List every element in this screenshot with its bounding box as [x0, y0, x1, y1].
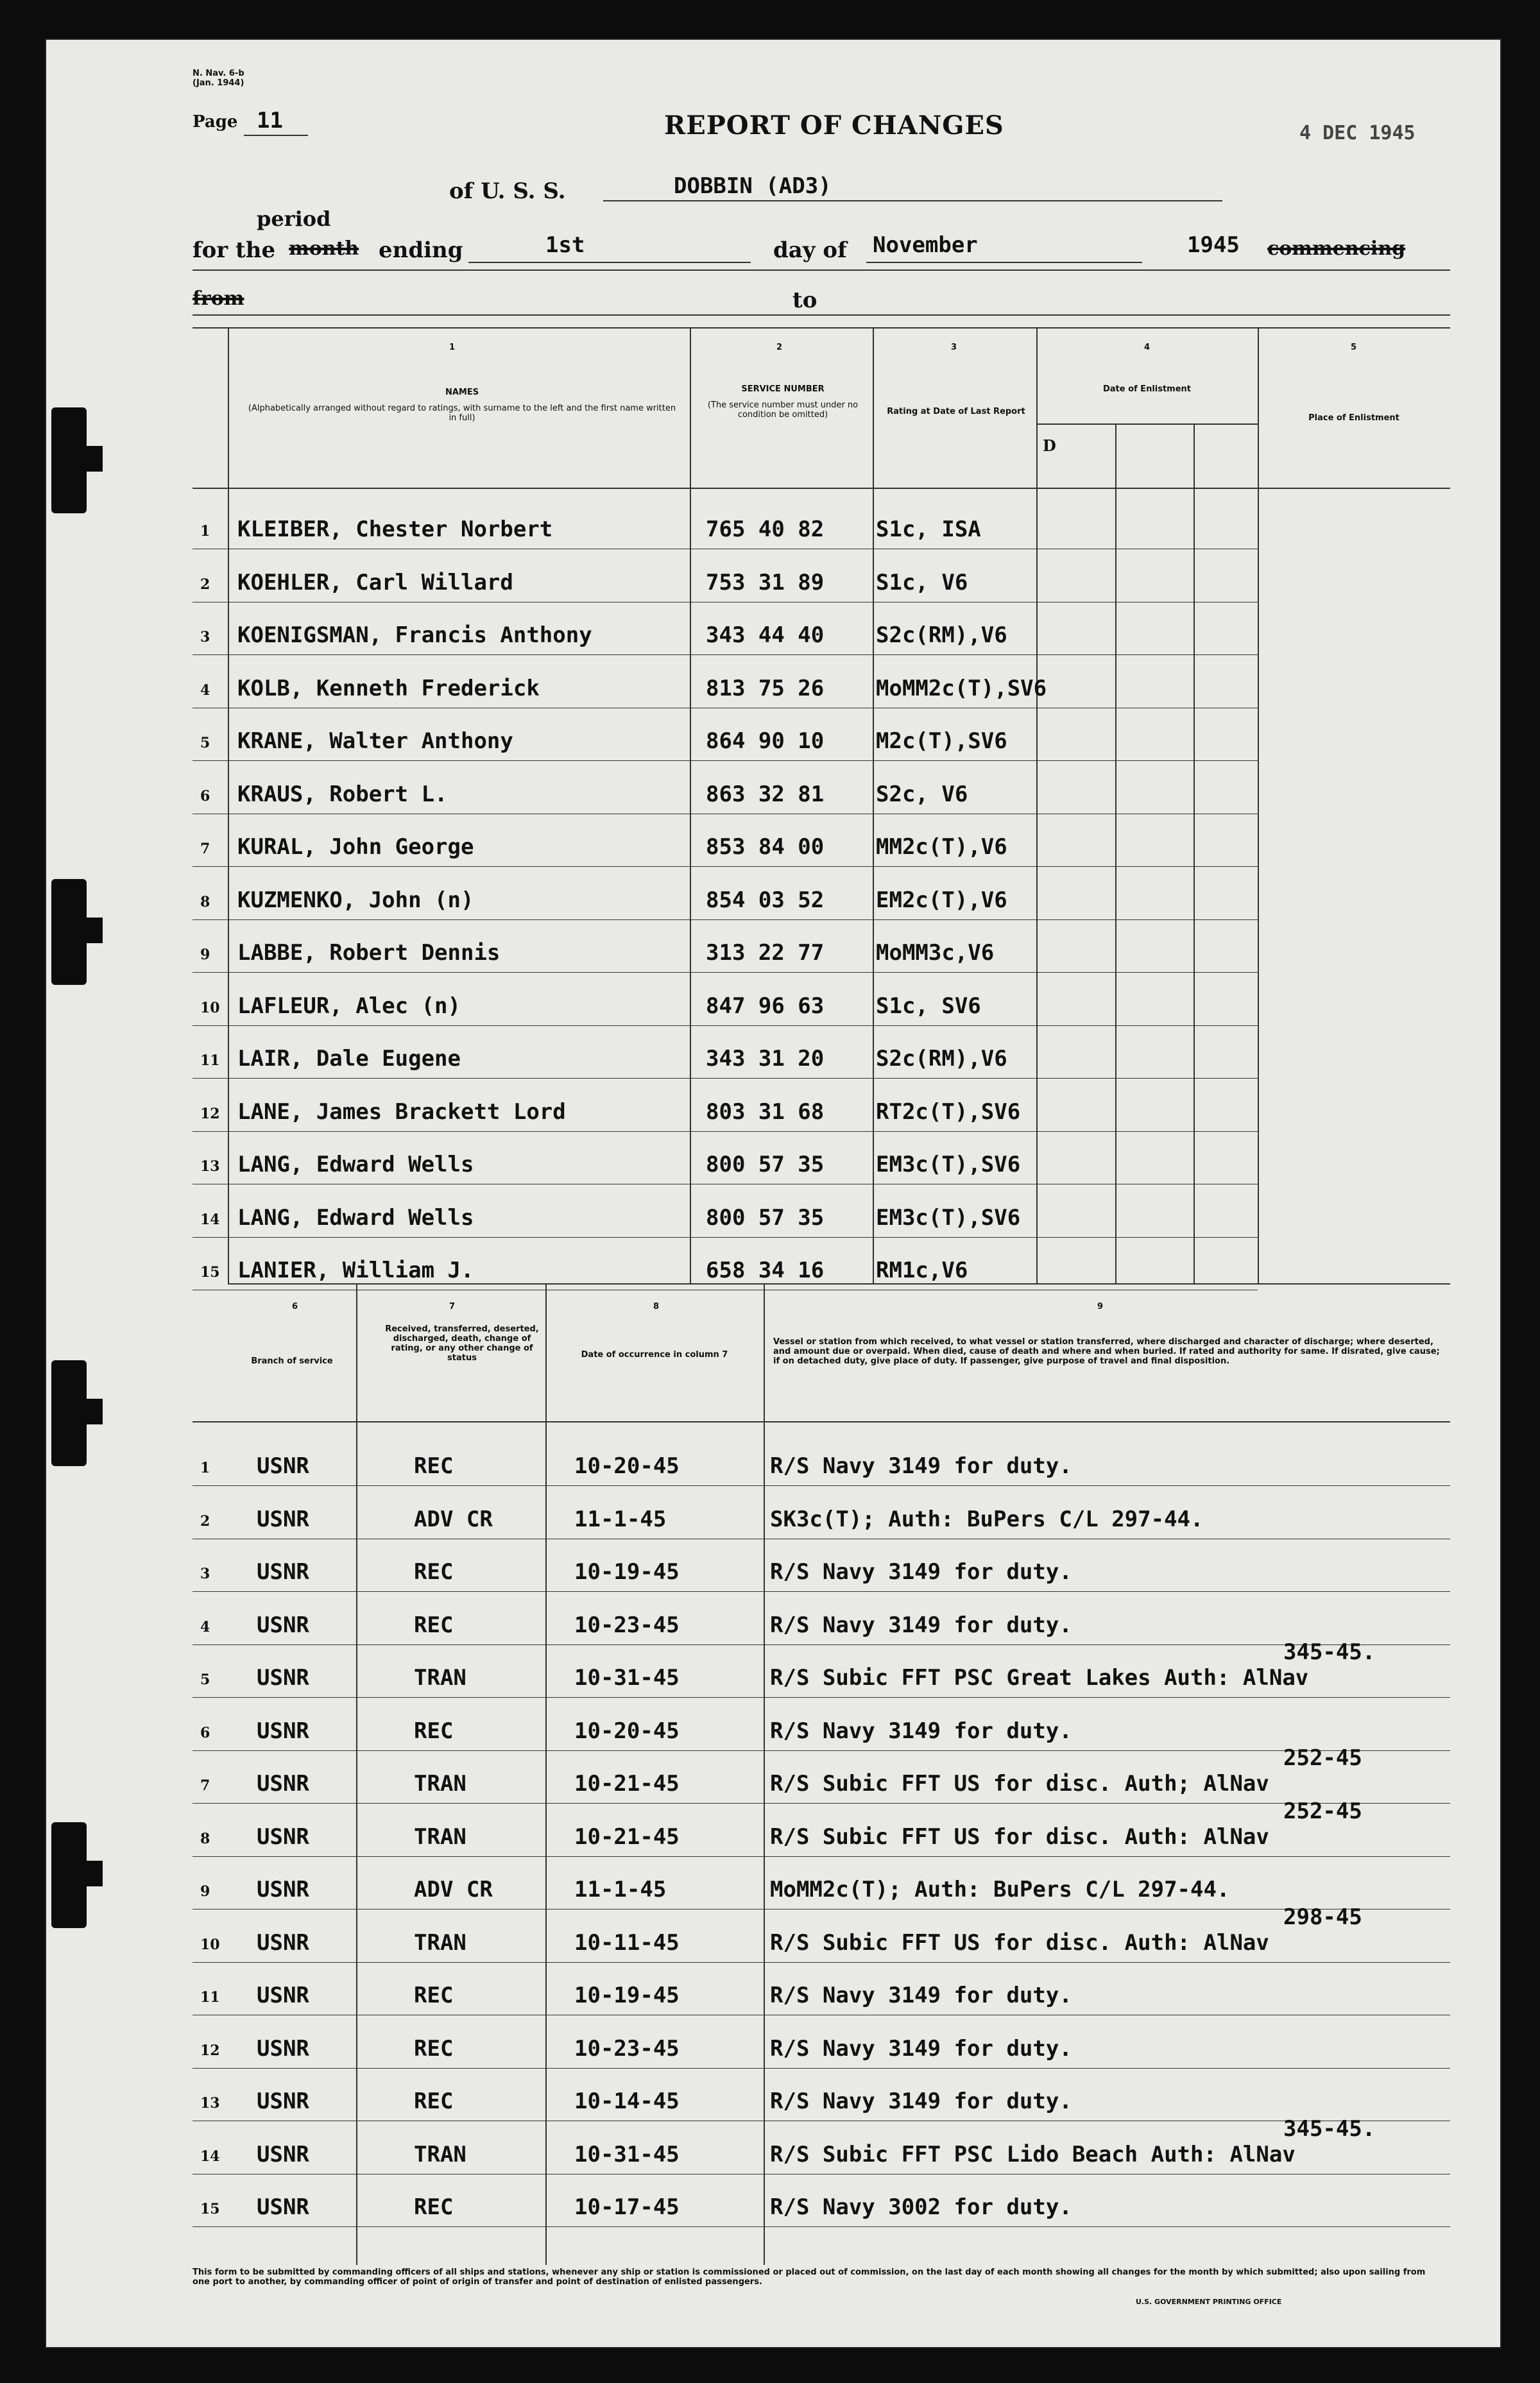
entry-authority-note: 345-45. — [1283, 1639, 1376, 1665]
entry-rating: RT2c(T),SV6 — [876, 1098, 1021, 1125]
entry-change: REC — [414, 1718, 454, 1744]
entry-remarks: MoMM2c(T); Auth: BuPers C/L 297-44. — [770, 1877, 1230, 1902]
row-number: 9 — [200, 946, 210, 963]
row-number: 12 — [200, 2042, 220, 2059]
row-number: 2 — [200, 1512, 210, 1530]
entry-date: 10-11-45 — [574, 1929, 680, 1956]
entry-rating: EM3c(T),SV6 — [876, 1204, 1021, 1231]
row-number: 14 — [200, 2148, 220, 2165]
row-number: 1 — [200, 523, 210, 540]
entry-remarks: R/S Subic FFT US for disc. Auth: AlNav — [770, 1824, 1269, 1850]
entry-remarks: R/S Subic FFT US for disc. Auth: AlNav — [770, 1929, 1269, 1956]
row-rule — [193, 1697, 1450, 1698]
entry-name: LANE, James Brackett Lord — [237, 1098, 566, 1125]
service-number-note: (The service number must under no condition be omitted) — [707, 400, 859, 420]
names-header: NAMES — [445, 388, 479, 397]
binder-hole — [51, 407, 87, 513]
entry-branch: USNR — [257, 1559, 309, 1585]
entry-date: 10-31-45 — [574, 1665, 680, 1691]
entry-rating: MoMM3c,V6 — [876, 940, 995, 966]
entry-remarks: R/S Navy 3149 for duty. — [770, 2088, 1072, 2114]
entry-service-number: 658 34 16 — [706, 1258, 825, 1283]
enlistment-date-header: Date of Enlistment — [1102, 384, 1192, 394]
row-number: 8 — [200, 1830, 210, 1847]
entry-branch: USNR — [257, 2088, 309, 2114]
entry-branch: USNR — [257, 1983, 309, 2008]
entry-branch: USNR — [257, 1877, 309, 1902]
entry-branch: USNR — [257, 1929, 309, 1956]
row-number: 13 — [200, 1158, 220, 1175]
entry-rating: RM1c,V6 — [876, 1258, 968, 1283]
entry-authority-note: 298-45 — [1283, 1904, 1362, 1930]
entry-date: 10-21-45 — [574, 1824, 680, 1850]
row-rule — [193, 2068, 1450, 2069]
row-number: 7 — [200, 1777, 210, 1794]
entry-name: LAIR, Dale Eugene — [237, 1046, 461, 1072]
row-rule — [193, 1485, 1450, 1486]
row-number: 1 — [200, 1460, 210, 1476]
entry-remarks: SK3c(T); Auth: BuPers C/L 297-44. — [770, 1506, 1204, 1532]
enlistment-day-marker: D — [1043, 436, 1056, 455]
entry-date: 10-19-45 — [574, 1983, 680, 2008]
row-rule — [193, 972, 1258, 973]
row-number: 3 — [200, 1566, 210, 1582]
entry-branch: USNR — [257, 1665, 309, 1691]
entry-service-number: 313 22 77 — [706, 940, 825, 966]
row-rule — [193, 1856, 1450, 1857]
entry-remarks: R/S Navy 3149 for duty. — [770, 1983, 1072, 2008]
entry-rating: S1c, V6 — [876, 569, 968, 595]
row-number: 11 — [200, 1989, 220, 2006]
page-number: 11 — [257, 108, 283, 133]
year: 1945 — [1187, 232, 1240, 258]
entry-name: KUZMENKO, John (n) — [237, 887, 474, 913]
entry-name: LANG, Edward Wells — [237, 1152, 474, 1177]
row-number: 15 — [200, 1264, 220, 1281]
entry-rating: EM3c(T),SV6 — [876, 1152, 1021, 1177]
row-number: 14 — [200, 1211, 220, 1228]
row-rule — [193, 1962, 1450, 1963]
entry-service-number: 343 44 40 — [706, 622, 825, 648]
for-the-label: for the — [193, 237, 276, 263]
footer-instructions: This form to be submitted by commanding officers of all ships and stations, whenever any ship or station is commissioned or placed out of commission, on the last day of each month showing all changes for the month by which submitted; also upon sailing from one port to another, by commanding officer of point of origin of transfer and point of destination of enlisted passengers. — [193, 2268, 1426, 2287]
binder-hole — [51, 879, 87, 985]
row-number: 6 — [200, 787, 210, 805]
entry-change: REC — [414, 1559, 454, 1585]
entry-change: REC — [414, 1453, 454, 1479]
ship-name: DOBBIN (AD3) — [674, 173, 832, 199]
row-rule — [193, 1644, 1450, 1645]
struck-month: month — [289, 237, 359, 260]
entry-date: 11-1-45 — [574, 1506, 667, 1532]
entry-name: KOLB, Kenneth Frederick — [237, 675, 540, 701]
row-rule — [193, 1025, 1258, 1026]
entry-remarks: R/S Subic FFT PSC Lido Beach Auth: AlNav — [770, 2141, 1296, 2167]
of-uss-label: of U. S. S. — [449, 178, 566, 204]
entry-rating: M2c(T),SV6 — [876, 728, 1007, 754]
entry-rating: S2c, V6 — [876, 781, 968, 807]
binder-hole — [51, 1822, 87, 1928]
entry-change: TRAN — [414, 1771, 466, 1797]
entry-service-number: 800 57 35 — [706, 1152, 825, 1177]
row-number: 10 — [200, 999, 220, 1016]
entry-rating: S2c(RM),V6 — [876, 622, 1007, 648]
col-number-2: 2 — [776, 343, 783, 352]
entry-branch: USNR — [257, 1718, 309, 1744]
row-number: 15 — [200, 2201, 220, 2217]
entry-date: 10-21-45 — [574, 1771, 680, 1797]
row-number: 10 — [200, 1936, 220, 1953]
entry-name: KOEHLER, Carl Willard — [237, 569, 513, 595]
page-title: REPORT OF CHANGES — [664, 110, 1004, 141]
entry-service-number: 803 31 68 — [706, 1098, 825, 1125]
entry-rating: S1c, SV6 — [876, 993, 981, 1019]
entry-name: LAFLEUR, Alec (n) — [237, 993, 461, 1019]
rating-header: Rating at Date of Last Report — [887, 407, 1025, 416]
entry-service-number: 753 31 89 — [706, 569, 825, 595]
row-number: 13 — [200, 2095, 220, 2112]
entry-change: TRAN — [414, 1665, 466, 1691]
entry-remarks: R/S Navy 3002 for duty. — [770, 2194, 1072, 2220]
col-number-3: 3 — [951, 343, 957, 352]
entry-service-number: 847 96 63 — [706, 993, 825, 1019]
entry-authority-note: 252-45 — [1283, 1745, 1362, 1771]
entry-branch: USNR — [257, 1612, 309, 1638]
printer-imprint: U.S. GOVERNMENT PRINTING OFFICE — [1136, 2298, 1282, 2306]
row-rule — [193, 2226, 1450, 2227]
enlistment-place-header: Place of Enlistment — [1308, 413, 1399, 423]
day-of-label: day of — [773, 237, 847, 263]
entry-branch: USNR — [257, 1771, 309, 1797]
entry-authority-note: 252-45 — [1283, 1798, 1362, 1824]
row-rule — [193, 1078, 1258, 1079]
row-rule — [193, 866, 1258, 867]
entry-name: LANIER, William J. — [237, 1258, 474, 1283]
row-rule — [193, 1803, 1450, 1804]
remarks-header: Vessel or station from which received, to what vessel or station transferred, where discharged and character of discharge; where deserted, and amount due or overpaid. When died, cause of death and where and when buried. If rated and authority for same. If disrated, give cause; if on detached duty, give place of duty. If passenger, give purpose of travel and final disposition. — [773, 1337, 1440, 1366]
period-word: period — [257, 207, 331, 231]
entry-remarks: R/S Subic FFT US for disc. Auth; AlNav — [770, 1771, 1269, 1797]
row-number: 6 — [200, 1724, 210, 1741]
entry-change: REC — [414, 2088, 454, 2114]
entry-service-number: 813 75 26 — [706, 675, 825, 701]
names-note: (Alphabetically arranged without regard to ratings, with surname to the left and the first name written in full) — [248, 404, 676, 423]
ending-day: 1st — [545, 232, 585, 258]
row-rule — [193, 654, 1258, 655]
entry-service-number: 343 31 20 — [706, 1046, 825, 1072]
entry-name: LANG, Edward Wells — [237, 1204, 474, 1231]
form-id: N. Nav. 6-b (Jan. 1944) — [193, 69, 244, 88]
row-rule — [193, 1750, 1450, 1751]
entry-service-number: 765 40 82 — [706, 517, 825, 542]
entry-name: KURAL, John George — [237, 834, 474, 860]
entry-remarks: R/S Subic FFT PSC Great Lakes Auth: AlNav — [770, 1665, 1309, 1691]
entry-rating: MM2c(T),V6 — [876, 834, 1007, 860]
entry-branch: USNR — [257, 2035, 309, 2062]
service-number-header: SERVICE NUMBER — [741, 384, 825, 394]
struck-from: from — [193, 287, 244, 310]
entry-rating: S2c(RM),V6 — [876, 1046, 1007, 1072]
row-number: 9 — [200, 1883, 210, 1900]
row-rule — [193, 1237, 1258, 1238]
entry-change: REC — [414, 1612, 454, 1638]
entry-remarks: R/S Navy 3149 for duty. — [770, 1612, 1072, 1638]
row-number: 4 — [200, 1618, 210, 1636]
row-number: 3 — [200, 629, 210, 645]
row-number: 2 — [200, 576, 210, 593]
col-number-5: 5 — [1351, 343, 1357, 352]
entry-service-number: 864 90 10 — [706, 728, 825, 754]
date-stamp: 4 DEC 1945 — [1299, 122, 1416, 144]
entry-date: 10-20-45 — [574, 1718, 680, 1744]
entry-date: 11-1-45 — [574, 1877, 667, 1902]
entry-change: TRAN — [414, 1824, 466, 1850]
entry-name: KLEIBER, Chester Norbert — [237, 517, 553, 542]
row-number: 4 — [200, 681, 210, 699]
entry-date: 10-14-45 — [574, 2088, 680, 2114]
entry-remarks: R/S Navy 3149 for duty. — [770, 1559, 1072, 1585]
row-rule — [193, 1591, 1450, 1592]
date-occurrence-header: Date of occurrence in column 7 — [581, 1350, 728, 1360]
entry-remarks: R/S Navy 3149 for duty. — [770, 1453, 1072, 1479]
entry-remarks: R/S Navy 3149 for duty. — [770, 2035, 1072, 2062]
entry-change: ADV CR — [414, 1506, 493, 1532]
entry-date: 10-20-45 — [574, 1453, 680, 1479]
change-header: Received, transferred, deserted, discharged, death, change of rating, or any other change of status — [385, 1324, 539, 1363]
entry-branch: USNR — [257, 1506, 309, 1532]
entry-service-number: 800 57 35 — [706, 1204, 825, 1231]
entry-date: 10-31-45 — [574, 2141, 680, 2167]
col-number-9: 9 — [1097, 1302, 1104, 1311]
entry-service-number: 853 84 00 — [706, 834, 825, 860]
entry-date: 10-23-45 — [574, 1612, 680, 1638]
entry-branch: USNR — [257, 2194, 309, 2220]
entry-name: LABBE, Robert Dennis — [237, 940, 501, 966]
ending-label: ending — [379, 237, 463, 263]
entry-date: 10-17-45 — [574, 2194, 680, 2220]
entry-date: 10-23-45 — [574, 2035, 680, 2062]
entry-rating: EM2c(T),V6 — [876, 887, 1007, 913]
entry-branch: USNR — [257, 2141, 309, 2167]
binder-hole — [51, 1360, 87, 1466]
entry-branch: USNR — [257, 1824, 309, 1850]
entry-name: KRAUS, Robert L. — [237, 781, 448, 807]
row-number: 5 — [200, 735, 210, 751]
entry-rating: S1c, ISA — [876, 517, 981, 542]
entry-service-number: 854 03 52 — [706, 887, 825, 913]
entry-change: TRAN — [414, 2141, 466, 2167]
entry-date: 10-19-45 — [574, 1559, 680, 1585]
col-number-8: 8 — [653, 1302, 660, 1311]
branch-header: Branch of service — [251, 1356, 333, 1366]
row-number: 7 — [200, 841, 210, 857]
row-rule — [193, 760, 1258, 761]
entry-change: REC — [414, 2194, 454, 2220]
row-rule — [193, 919, 1258, 920]
page-label: Page — [193, 112, 238, 132]
entry-rating: MoMM2c(T),SV6 — [876, 675, 1047, 701]
row-number: 5 — [200, 1671, 210, 1688]
entry-branch: USNR — [257, 1453, 309, 1479]
col-number-1: 1 — [449, 343, 456, 352]
entry-change: ADV CR — [414, 1877, 493, 1902]
entry-service-number: 863 32 81 — [706, 781, 825, 807]
ending-month: November — [873, 232, 978, 258]
entry-change: REC — [414, 1983, 454, 2008]
entry-change: REC — [414, 2035, 454, 2062]
col-number-6: 6 — [292, 1302, 298, 1311]
entry-name: KRANE, Walter Anthony — [237, 728, 513, 754]
struck-commencing: commencing — [1267, 237, 1406, 260]
entry-name: KOENIGSMAN, Francis Anthony — [237, 622, 592, 648]
row-number: 8 — [200, 893, 210, 910]
col-number-4: 4 — [1144, 343, 1151, 352]
entry-authority-note: 345-45. — [1283, 2115, 1376, 2142]
row-rule — [193, 1131, 1258, 1132]
row-number: 12 — [200, 1105, 220, 1122]
row-number: 11 — [200, 1052, 220, 1069]
to-label: to — [792, 287, 817, 313]
col-number-7: 7 — [449, 1302, 456, 1311]
entry-remarks: R/S Navy 3149 for duty. — [770, 1718, 1072, 1744]
entry-change: TRAN — [414, 1929, 466, 1956]
